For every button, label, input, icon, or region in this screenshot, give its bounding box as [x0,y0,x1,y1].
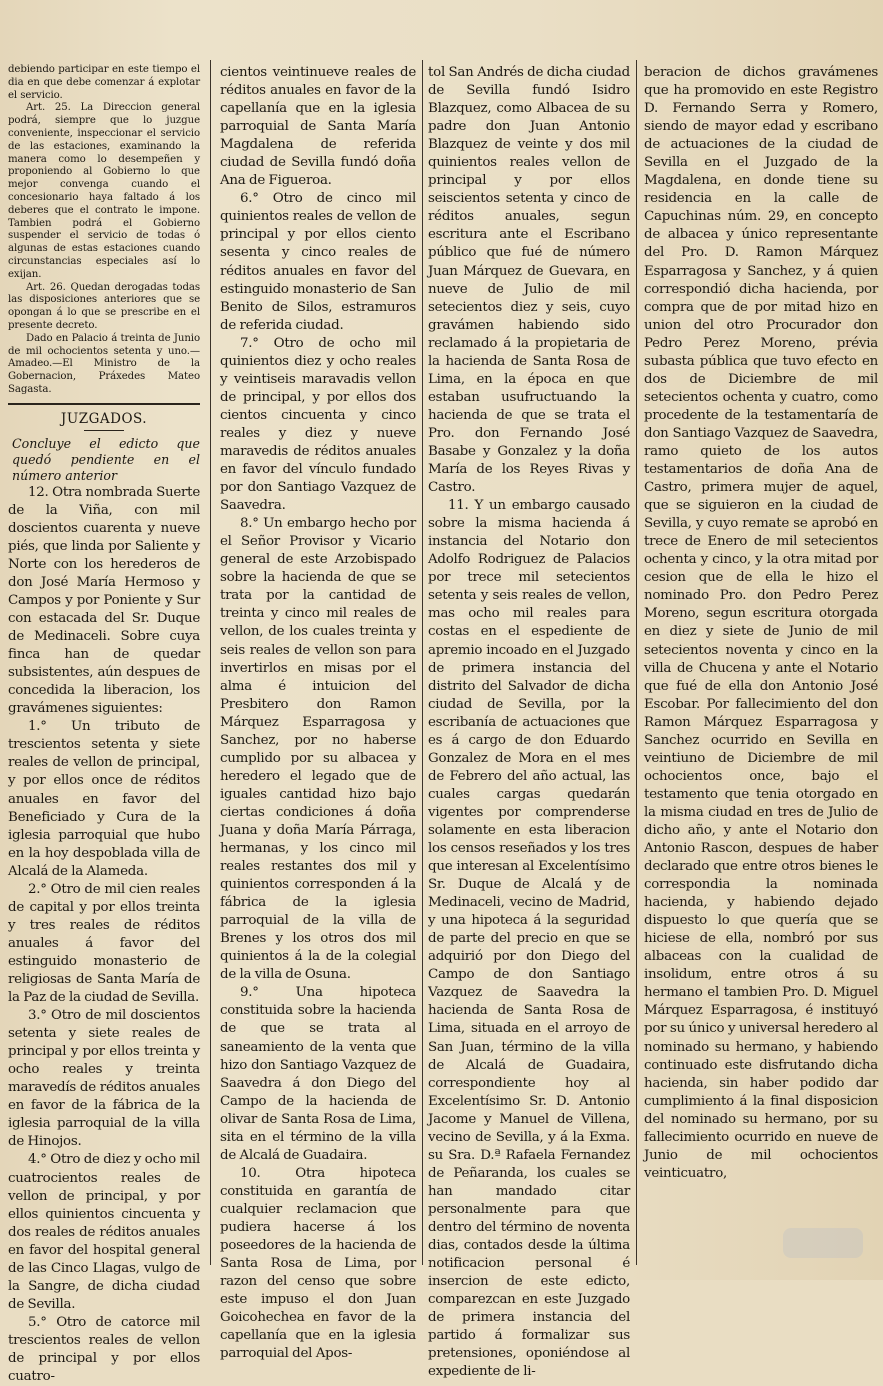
decree-signature: Dado en Palacio á treinta de Junio de mil ochocientos setenta y uno.—Amadeo.—El Ministro de la Gobernacion, Práxedes Mateo Sagasta. [8,332,200,395]
column-2 [220,64,416,1362]
edict-paragraph: cientos veintinueve reales de réditos anuales en favor de la capellanía que en la iglesia parroquial de Santa María Magdalena de referida ciudad de Sevilla fundó doña Ana de Figueroa. [220,65,416,189]
edict-paragraph: tol San Andrés de dicha ciudad de Sevilla fundó Isidro Blazquez, como Albacea de su padre don Juan Antonio Blazquez de veinte y dos mil quinientos reales vellon de principal y por ellos seiscientos setenta y cinco de réditos anuales, segun escritura ante el Escribano público que fué de número Juan Márquez de Guevara, en nueve de Julio de mil setecientos diez y seis, cuyo gravámen habiendo sido reclamado á la propietaria de la hacienda de Santa Rosa de Lima, en la época en que estaban usufructuando la hacienda de que se trata el Pro. don Fernando José Basabe y Gonzalez y la doña María de los Reyes Rivas y Castro. [428,65,630,496]
edict-paragraph: beracion de dichos gravámenes que ha promovido en este Registro D. Fernando Serra y Romero, siendo de mayor edad y escribano de actuaciones de la ciudad de Sevilla en el Juzgado de la Magdalena, en donde tiene su residencia en la calle de Capuchinas núm. 29, en concepto de albacea y único representante del Pro. D. Ramon Márquez Esparragosa y Sanchez, y á quien correspondió dicha hacienda, por compra que de por mitad hizo en union del otro Procurador don Pedro Perez Moreno, prévia subasta pública que tuvo efecto en dos de Diciembre de mil setecientos ochenta y cuatro, como procedente de la testamentaría de don Santiago Vazquez de Saavedra, ramo quieto de los autos testamentarios de doña Ana de Castro, primera mujer de aquel, que se siguieron en la ciudad de Sevilla, y cuyo remate se aprobó en trece de Enero de mil setecientos ochenta y cinco, y la otra mitad por cesion que de ella le hizo el nominado Pro. don Pedro Perez Moreno, segun escritura otorgada en diez y siete de Junio de mil setecientos noventa y cinco en la villa de Chucena y ante el Notario que fué de ella don Antonio José Escobar. Por fallecimiento del don Ramon Márquez Esparragosa y Sanchez ocurrido en Sevilla en veintiuno de Diciembre de mil ochocientos once, bajo el testamento que tenia otorgado en la misma ciudad en tres de Julio de dicho año, y ante el Notario don Antonio Rascon, despues de haber declarado que entre otros bienes le correspondia la nominada hacienda, y habiendo dejado dispuesto lo que quería que se hiciese de ella, nombró por sus albaceas con la cualidad de insolidum, entre otros á su hermano el tambien Pro. D. Miguel Márquez Esparragosa, é instituyó por su único y universal heredero al nominado su hermano, y habiendo continuado este disfrutando dicha hacienda, sin haber podido dar cumplimiento á la final disposicion del nominado su hermano, por su fallecimiento ocurrido en nueve de Junio de mil ochocientos veinticuatro, [644,65,878,1181]
edict-paragraph: 9.° Una hipoteca constituida sobre la hacienda de que se trata al saneamiento de la venta que hizo don Santiago Vazquez de Saavedra á don Diego del Campo de la hacienda de olivar de Santa Rosa de Lima, sita en el término de la villa de Alcalá de Guadaira. [220,985,416,1163]
edict-paragraph: 5.° Otro de catorce mil trescientos reales de vellon de principal y por ellos cuatro- [8,1314,200,1385]
edict-paragraph: 1.° Un tributo de trescientos setenta y siete reales de vellon de principal, y por ellos once de réditos anuales en favor del Beneficiado y Cura de la iglesia parroquial que hubo en la hoy despoblada villa de Alcalá de la Alameda. [8,719,200,879]
column-4 [644,64,878,1264]
column-1 [8,64,200,1385]
edict-paragraph: 7.° Otro de ocho mil quinientos diez y ocho reales y veintiseis maravadis vellon de principal, y por ellos dos cientos cincuenta y cinco reales y diez y nueve maravedis de réditos anuales en favor del vínculo fundado por don Santiago Vazquez de Saavedra. [220,335,416,514]
heading-divider [84,430,124,431]
edict-paragraph: 6.° Otro de cinco mil quinientos reales de vellon de principal y por ellos ciento sesenta y cinco reales de réditos anuales en favor del estinguido monasterio de San Benito de Silos, estramuros de referida ciudad. [220,191,416,333]
edict-paragraph: 10. Otra hipoteca constituida en garantía de cualquier reclamacion que pudiera hacerse á los poseedores de la hacienda de Santa Rosa de Lima, por razon del censo que sobre este impuso el don Juan Goicohechea en favor de la capellanía que en la iglesia parroquial del Apos- [220,1165,416,1362]
ink-stain [783,1228,863,1258]
section-heading-juzgados: JUZGADOS. [8,403,200,427]
edict-paragraph: 11. Y un embargo causado sobre la misma hacienda á instancia del Notario don Adolfo Rodriguez de Palacios por trece mil setecientos setenta y seis reales de vellon, mas ocho mil reales para costas en el espediente de apremio incoado en el Juzgado de primera instancia del distrito del Salvador de dicha ciudad de Sevilla, por la escribanía de actuaciones que es á cargo de don Eduardo Gonzalez de Mora en el mes de Febrero del año actual, las cuales cargas quedarán vigentes por comprenderse solamente en esta liberacion los censos reseñados y los tres que interesan al Excelentísimo Sr. Duque de Alcalá y de Medinaceli, vecino de Madrid, y una hipoteca á la seguridad de parte del precio en que se adquirió por don Diego del Campo de don Santiago Vazquez de Saavedra la hacienda de Santa Rosa de Lima, situada en el arroyo de San Juan, término de la villa de Alcalá de Guadaira, correspondiente hoy al Excelentísimo Sr. D. Antonio Jacome y Manuel de Villena, vecino de Sevilla, y á la Exma. su Sra. D.ª Rafaela Fernandez de Peñaranda, los cuales se han mandado citar personalmente para que dentro del término de noventa dias, contados desde la última notificacion personal é insercion de este edicto, comparezcan en este Juzgado de primera instancia del partido á formalizar sus pretensiones, oponiéndose al expediente de li- [428,498,630,1380]
edict-paragraph: 3.° Otro de mil doscientos setenta y siete reales de principal y por ellos treinta y ocho reales y treinta maravedís de réditos anuales en favor de la fábrica de la iglesia parroquial de la villa de Hinojos. [8,1008,200,1150]
edict-paragraph: 2.° Otro de mil cien reales de capital y por ellos treinta y tres reales de réditos anuales á favor del estinguido monasterio de religiosas de Santa María de la Paz de la ciudad de Sevilla. [8,881,200,1006]
edict-paragraph: 4.° Otro de diez y ocho mil cuatrocientos reales de vellon de principal, y por ellos quinientos cincuenta y dos reales de réditos anuales en favor del hospital general de las Cinco Llagas, vulgo de la Sangre, de dicha ciudad de Sevilla. [8,1152,200,1312]
decree-article-25: Art. 25. La Direccion general podrá, siempre que lo juzgue conveniente, inspeccionar el servicio de las estaciones, examinando la manera como lo desempeñen y proponiendo al Gobierno lo que mejor convenga cuando el concesionario haya faltado á los deberes que el contrato le impone. Tambien podrá el Gobierno suspender el servicio de todas ó algunas de estas estaciones cuando circunstancias especiales así lo exijan. [8,102,200,280]
edict-paragraph: 8.° Un embargo hecho por el Señor Provisor y Vicario general de este Arzobispado sobre la hacienda de que se trata por la cantidad de treinta y cinco mil reales de vellon, de los cuales treinta y seis reales de vellon son para invertirlos en misas por el alma é intuicion del Presbitero don Ramon Márquez Esparragosa y Sanchez, por no haberse cumplido por su albacea y heredero el legado que de iguales cantidad hizo bajo ciertas condiciones á doña Juana y doña María Párraga, hermanas, y los cinco mil reales restantes dos mil y quinientos corresponden á la fábrica de la iglesia parroquial de la villa de Brenes y los otros dos mil quinientos á la de la colegial de la villa de Osuna. [220,516,416,983]
decree-article-26: Art. 26. Quedan derogadas todas las disposiciones anteriores que se opongan á lo que se prescribe en el presente decreto. [8,281,200,331]
decree-paragraph: debiendo participar en este tiempo el dia en que debe comenzar á explotar el servicio. [8,64,200,101]
column-rule [422,60,423,1265]
column-3 [428,64,630,1380]
column-rule [210,60,211,1265]
continuation-note: Concluye el edicto que quedó pendiente en el número anterior [12,435,200,483]
column-rule [636,60,637,1265]
edict-paragraph: 12. Otra nombrada Suerte de la Viña, con mil doscientos cuarenta y nueve piés, que linda por Saliente y Norte con los herederos de don José María Hermoso y Campos y por Poniente y Sur con estacada del Sr. Duque de Medinaceli. Sobre cuya finca han de quedar subsistentes, aún despues de concedida la liberacion, los gravámenes siguientes: [8,484,200,717]
